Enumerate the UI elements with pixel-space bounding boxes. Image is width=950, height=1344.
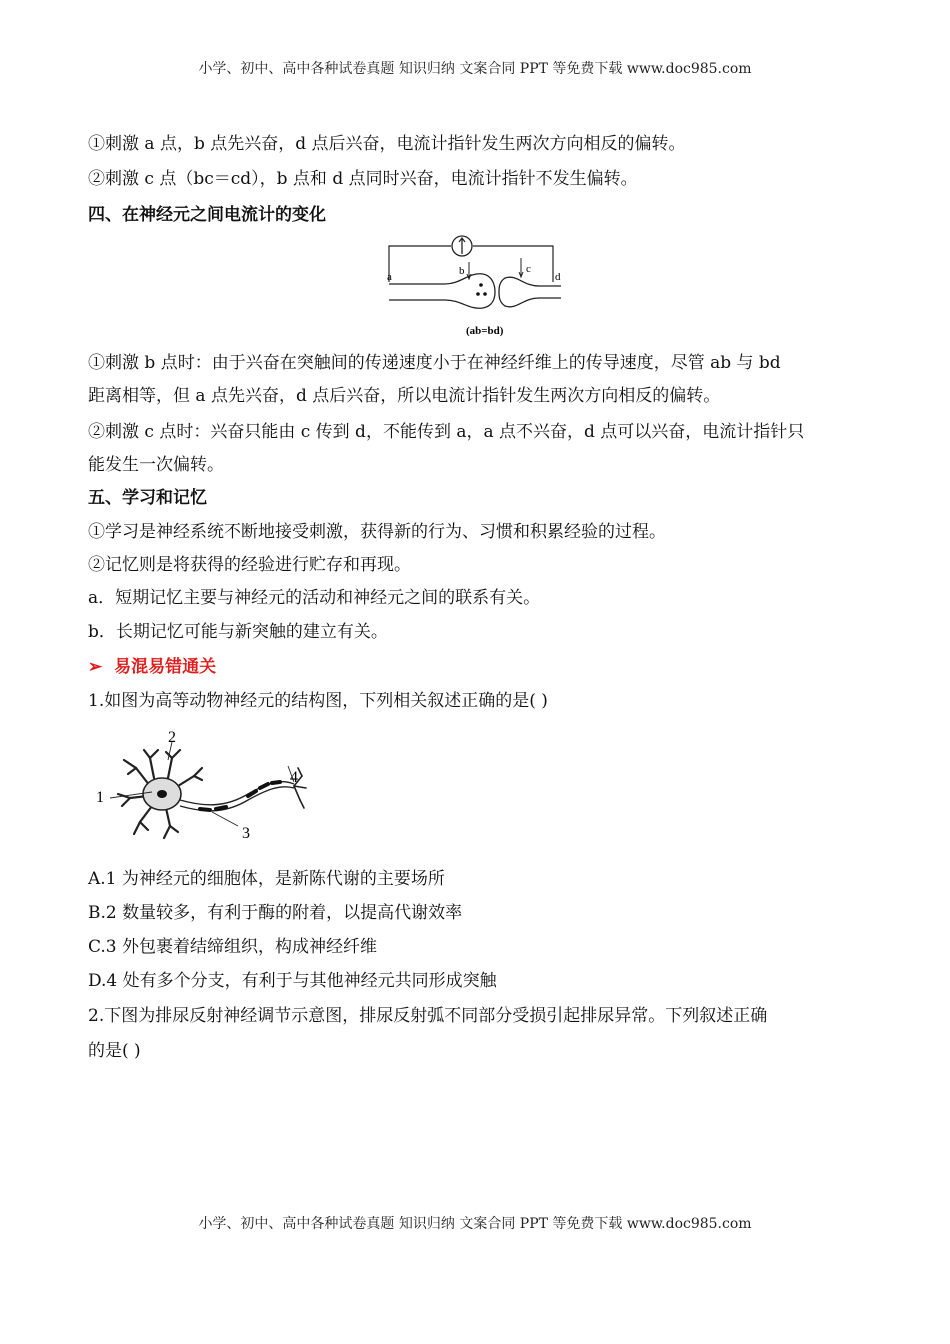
section4-item2-line2: 能发生一次偏转。: [88, 455, 224, 475]
page-footer: 小学、初中、高中各种试卷真题 知识归纳 文案合同 PPT 等免费下载 www.doc985.com: [198, 1216, 752, 1232]
label-a: a: [387, 271, 392, 283]
neuron-diagram: [88, 726, 320, 852]
q1-option-d: D.4 处有多个分支，有利于与其他神经元共同形成突触: [88, 971, 497, 991]
label-d: d: [555, 271, 561, 283]
label-b: b: [459, 265, 465, 277]
q2-stem-line2: 的是( ): [88, 1041, 141, 1061]
section5-item-a: a．短期记忆主要与神经元的活动和神经元之间的联系有关。: [88, 588, 541, 608]
pitfalls-title: 易混易错通关: [114, 657, 217, 677]
section5-item2: ②记忆则是将获得的经验进行贮存和再现。: [88, 555, 411, 575]
section4-title: 四、在神经元之间电流计的变化: [88, 205, 326, 225]
neuron-label-2: 2: [168, 729, 176, 746]
section5-item-b: b．长期记忆可能与新突触的建立有关。: [88, 622, 388, 642]
figure-caption: (ab=bd): [466, 325, 504, 337]
q1-option-a: A.1 为神经元的细胞体，是新陈代谢的主要场所: [88, 869, 445, 889]
q2-stem-line1: 2.下图为排尿反射神经调节示意图，排尿反射弧不同部分受损引起排尿异常。下列叙述正确: [88, 1006, 768, 1026]
neuron-label-3: 3: [242, 825, 250, 842]
synapse-diagram: [383, 232, 568, 338]
section5-item1: ①学习是神经系统不断地接受刺激，获得新的行为、习惯和积累经验的过程。: [88, 522, 666, 542]
neuron-label-4: 4: [290, 769, 298, 786]
section4-item2-line1: ②刺激 c 点时：兴奋只能由 c 传到 d，不能传到 a，a 点不兴奋，d 点可以兴奋，电流计指针只: [88, 422, 805, 442]
q1-option-c: C.3 外包裹着结缔组织，构成神经纤维: [88, 937, 378, 957]
section5-title: 五、学习和记忆: [88, 488, 207, 508]
q1-stem: 1.如图为高等动物神经元的结构图，下列相关叙述正确的是( ): [88, 691, 548, 711]
page-header: 小学、初中、高中各种试卷真题 知识归纳 文案合同 PPT 等免费下载 www.doc985.com: [198, 61, 752, 77]
neuron-label-1: 1: [96, 789, 104, 806]
galvanometer-icon: [452, 236, 472, 256]
q1-option-b: B.2 数量较多，有利于酶的附着，以提高代谢效率: [88, 903, 463, 923]
section3-item1: ①刺激 a 点，b 点先兴奋，d 点后兴奋，电流计指针发生两次方向相反的偏转。: [88, 134, 686, 154]
arrow-bullet-icon: ➢: [88, 657, 103, 677]
label-c: c: [526, 263, 531, 275]
pitfalls-heading: [88, 655, 868, 679]
section3-item2: ②刺激 c 点（bc＝cd），b 点和 d 点同时兴奋，电流计指针不发生偏转。: [88, 169, 638, 189]
section4-item1-line1: ①刺激 b 点时：由于兴奋在突触间的传递速度小于在神经纤维上的传导速度，尽管 ab 与 bd: [88, 353, 781, 373]
section4-item1-line2: 距离相等，但 a 点先兴奋，d 点后兴奋，所以电流计指针发生两次方向相反的偏转。: [88, 386, 721, 406]
